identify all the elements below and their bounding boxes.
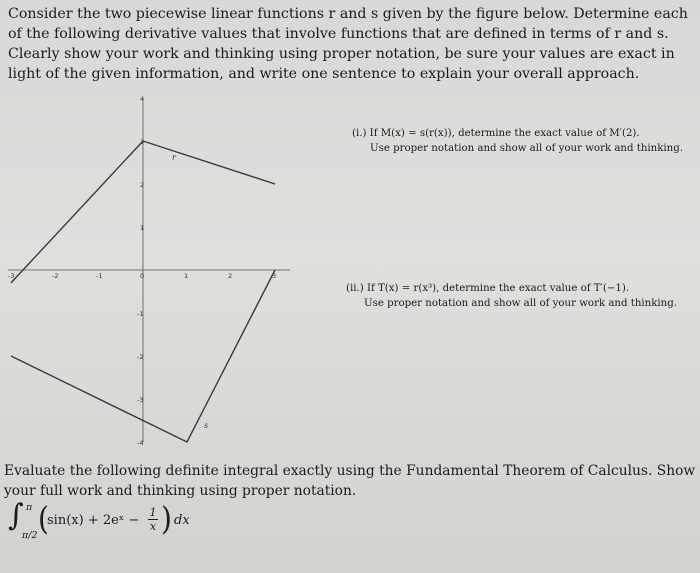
question-1-statement: (i.) If M(x) = s(r(x)), determine the exact value of M′(2). (352, 128, 640, 139)
y-tick-label: 3 (140, 138, 145, 146)
piecewise-graph (0, 92, 300, 452)
y-tick-label: -2 (137, 353, 144, 361)
question-2-statement: (ii.) If T(x) = r(x³), determine the exact value of T′(−1). (346, 283, 630, 294)
intro-paragraph: Consider the two piecewise linear functions r and s given by the figure below. Determine each of the following derivative values that involve functions that are defined in terms of r and s. Clearly show your work and thinking using proper notation, be sure your values are exact in light of the given information, and write one sentence to explain your overall approach. (8, 6, 688, 82)
differential: dx (174, 513, 190, 528)
label-s: s (204, 421, 209, 430)
question-1 (352, 126, 683, 156)
definite-integral (6, 498, 246, 548)
upper-bound: π (26, 502, 33, 513)
integrand: sin(x) + 2eˣ − (47, 513, 140, 528)
question-2-instruction: Use proper notation and show all of your work and thinking. (364, 298, 677, 309)
y-tick-label: 2 (140, 181, 145, 189)
fraction (148, 506, 158, 533)
fraction-numerator: 1 (149, 506, 157, 519)
x-tick-label: -1 (96, 272, 103, 280)
y-tick-label: -1 (137, 310, 144, 318)
question-1-instruction: Use proper notation and show all of your work and thinking. (370, 143, 683, 154)
x-tick-label: -2 (52, 272, 59, 280)
integral-symbol: ∫ (8, 498, 24, 533)
evaluate-paragraph: Evaluate the following definite integral exactly using the Fundamental Theorem of Calculus. Show your full work and thinking using proper notation. (4, 463, 696, 499)
x-tick-label: 2 (228, 272, 233, 280)
lower-bound: π/2 (22, 530, 38, 541)
x-tick-label: -3 (8, 272, 15, 280)
y-tick-label: -4 (137, 439, 144, 447)
y-tick-label: 1 (140, 224, 145, 232)
fraction-denominator: x (149, 520, 157, 533)
x-tick-label: 0 (140, 272, 145, 280)
left-paren: ( (38, 499, 49, 538)
y-tick-label: 4 (140, 95, 145, 103)
question-2 (346, 281, 677, 311)
x-tick-label: 3 (272, 272, 277, 280)
right-paren: ) (161, 499, 172, 538)
x-tick-label: 1 (184, 272, 189, 280)
label-r: r (172, 153, 176, 162)
y-tick-label: -3 (137, 396, 144, 404)
